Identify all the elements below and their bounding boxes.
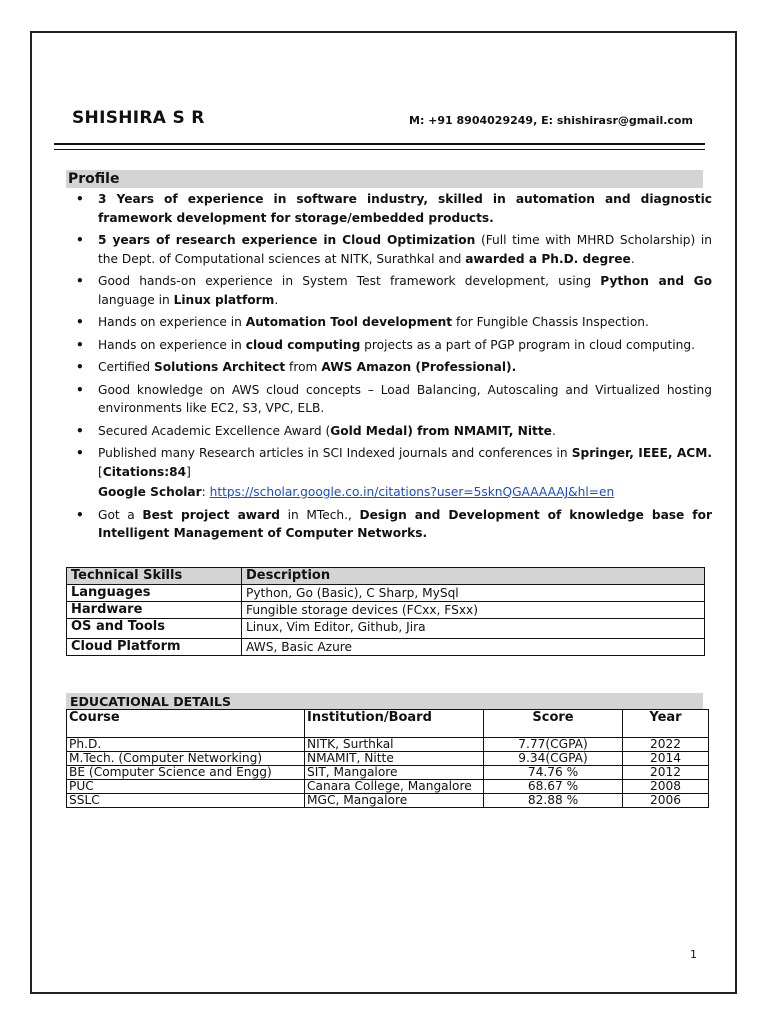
profile-text: [	[98, 464, 103, 479]
skills-table	[66, 567, 705, 656]
bullet-icon: •	[76, 315, 84, 329]
scholar-link[interactable]: https://scholar.google.co.in/citations?user=5sknQGAAAAAJ&hl=en	[209, 485, 615, 499]
bullet-icon: •	[76, 233, 84, 247]
year-cell: 2014	[623, 752, 709, 766]
page-number: 1	[690, 948, 697, 961]
profile-text: .	[551, 423, 556, 438]
skill-category: Languages	[67, 585, 242, 602]
header-divider	[54, 143, 705, 145]
profile-text: Springer, IEEE, ACM.	[571, 446, 712, 460]
profile-text: Citations:84	[102, 464, 187, 479]
course-cell: Ph.D.	[67, 738, 305, 752]
bullet-icon: •	[76, 423, 84, 438]
year-cell: 2022	[623, 738, 709, 752]
score-cell: 74.76 %	[484, 766, 623, 780]
score-cell: 82.88 %	[484, 794, 623, 808]
profile-text: .	[274, 292, 279, 307]
education-table	[66, 709, 709, 808]
institution-header: Institution/Board	[305, 710, 484, 738]
header-divider-thin	[54, 149, 705, 150]
scholar-separator: :	[201, 485, 210, 499]
contact-info: M: +91 8904029249, E: shishirasr@gmail.com	[409, 114, 693, 127]
profile-item	[74, 336, 712, 355]
profile-item	[74, 358, 712, 377]
profile-text: Secured Academic Excellence Award (	[98, 423, 331, 438]
bullet-icon: •	[76, 382, 84, 397]
profile-text: .	[630, 251, 635, 266]
profile-text: (Full time with MHRD Scholarship) in the Dept. of Computational sciences at NITK, Surathkal and	[98, 233, 712, 266]
skill-category: Cloud Platform	[67, 639, 242, 656]
bullet-icon: •	[76, 192, 84, 206]
profile-text: Best project award	[142, 507, 281, 522]
profile-item	[74, 422, 712, 441]
profile-text: awarded a Ph.D. degree	[465, 251, 631, 266]
institution-cell: Canara College, Mangalore	[305, 780, 484, 794]
score-cell: 68.67 %	[484, 780, 623, 794]
profile-item	[74, 231, 712, 268]
year-cell: 2006	[623, 794, 709, 808]
skill-category: Hardware	[67, 602, 242, 619]
bullet-icon: •	[76, 507, 84, 522]
profile-text: cloud computing	[245, 337, 361, 352]
profile-text: Hands on experience in	[98, 315, 246, 329]
skill-description: Python, Go (Basic), C Sharp, MySql	[242, 585, 705, 602]
skill-category: OS and Tools	[67, 619, 242, 639]
profile-text: in MTech.,	[280, 507, 360, 522]
score-cell: 9.34(CGPA)	[484, 752, 623, 766]
profile-text: language in	[98, 292, 174, 307]
profile-item	[74, 381, 712, 418]
skills-header-cell: Description	[242, 568, 705, 585]
scholar-line	[74, 483, 712, 502]
skills-row	[67, 602, 705, 619]
education-row	[67, 794, 709, 808]
profile-text: from	[285, 360, 322, 374]
profile-item	[74, 272, 712, 309]
scholar-label: Google Scholar	[98, 485, 202, 499]
profile-text: Good hands-on experience in System Test framework development, using	[98, 274, 601, 288]
profile-item	[74, 506, 712, 543]
profile-text: Got a	[98, 507, 143, 522]
institution-cell: MGC, Mangalore	[305, 794, 484, 808]
bullet-icon: •	[76, 360, 84, 374]
profile-text: Hands on experience in	[98, 337, 246, 352]
profile-item	[74, 444, 712, 481]
institution-cell: NMAMIT, Nitte	[305, 752, 484, 766]
score-header: Score	[484, 710, 623, 738]
profile-text: Good knowledge on AWS cloud concepts – Load Balancing, Autoscaling and Virtualized hosting environments like EC2, S3, VPC, ELB.	[98, 382, 712, 415]
education-header-row	[67, 710, 709, 738]
year-cell: 2008	[623, 780, 709, 794]
course-cell: M.Tech. (Computer Networking)	[67, 752, 305, 766]
profile-list	[74, 190, 712, 547]
education-row	[67, 766, 709, 780]
profile-heading: Profile	[66, 170, 703, 188]
year-cell: 2012	[623, 766, 709, 780]
profile-text: Python and Go	[600, 274, 712, 288]
education-row	[67, 752, 709, 766]
education-row	[67, 780, 709, 794]
course-cell: SSLC	[67, 794, 305, 808]
score-cell: 7.77(CGPA)	[484, 738, 623, 752]
year-header: Year	[623, 710, 709, 738]
bullet-icon: •	[76, 446, 84, 460]
skills-header-cell: Technical Skills	[67, 568, 242, 585]
profile-text: Design and Development of knowledge base for Intelligent Management of Computer Networks.	[98, 507, 712, 540]
profile-text: ]	[186, 464, 191, 479]
skill-description: Fungible storage devices (FCxx, FSxx)	[242, 602, 705, 619]
skill-description: AWS, Basic Azure	[242, 639, 705, 656]
skills-header-row	[67, 568, 705, 585]
institution-cell: NITK, Surthkal	[305, 738, 484, 752]
profile-text: Solutions Architect	[153, 360, 286, 374]
profile-text: AWS Amazon (Professional).	[321, 360, 517, 374]
course-cell: PUC	[67, 780, 305, 794]
profile-text: Gold Medal) from NMAMIT, Nitte	[330, 423, 552, 438]
profile-text: for Fungible Chassis Inspection.	[452, 315, 649, 329]
profile-text: Published many Research articles in SCI Indexed journals and conferences in	[98, 446, 572, 460]
course-header: Course	[67, 710, 305, 738]
profile-text: 3 Years of experience in software industry, skilled in automation and diagnostic framework development for storage/embedded products.	[98, 192, 712, 225]
candidate-name: SHISHIRA S R	[72, 108, 205, 128]
profile-text: Linux platform	[173, 292, 275, 307]
profile-text: Automation Tool development	[245, 315, 453, 329]
profile-item	[74, 313, 712, 332]
skills-row	[67, 639, 705, 656]
bullet-icon: •	[76, 274, 84, 288]
course-cell: BE (Computer Science and Engg)	[67, 766, 305, 780]
profile-text: Certified	[98, 360, 154, 374]
profile-text: projects as a part of PGP program in cloud computing.	[360, 337, 695, 352]
profile-text: 5 years of research experience in Cloud Optimization	[98, 233, 476, 247]
skills-row	[67, 619, 705, 639]
bullet-icon: •	[76, 337, 84, 352]
institution-cell: SIT, Mangalore	[305, 766, 484, 780]
profile-item	[74, 190, 712, 227]
skill-description: Linux, Vim Editor, Github, Jira	[242, 619, 705, 639]
education-row	[67, 738, 709, 752]
skills-row	[67, 585, 705, 602]
education-heading: EDUCATIONAL DETAILS	[66, 693, 703, 709]
